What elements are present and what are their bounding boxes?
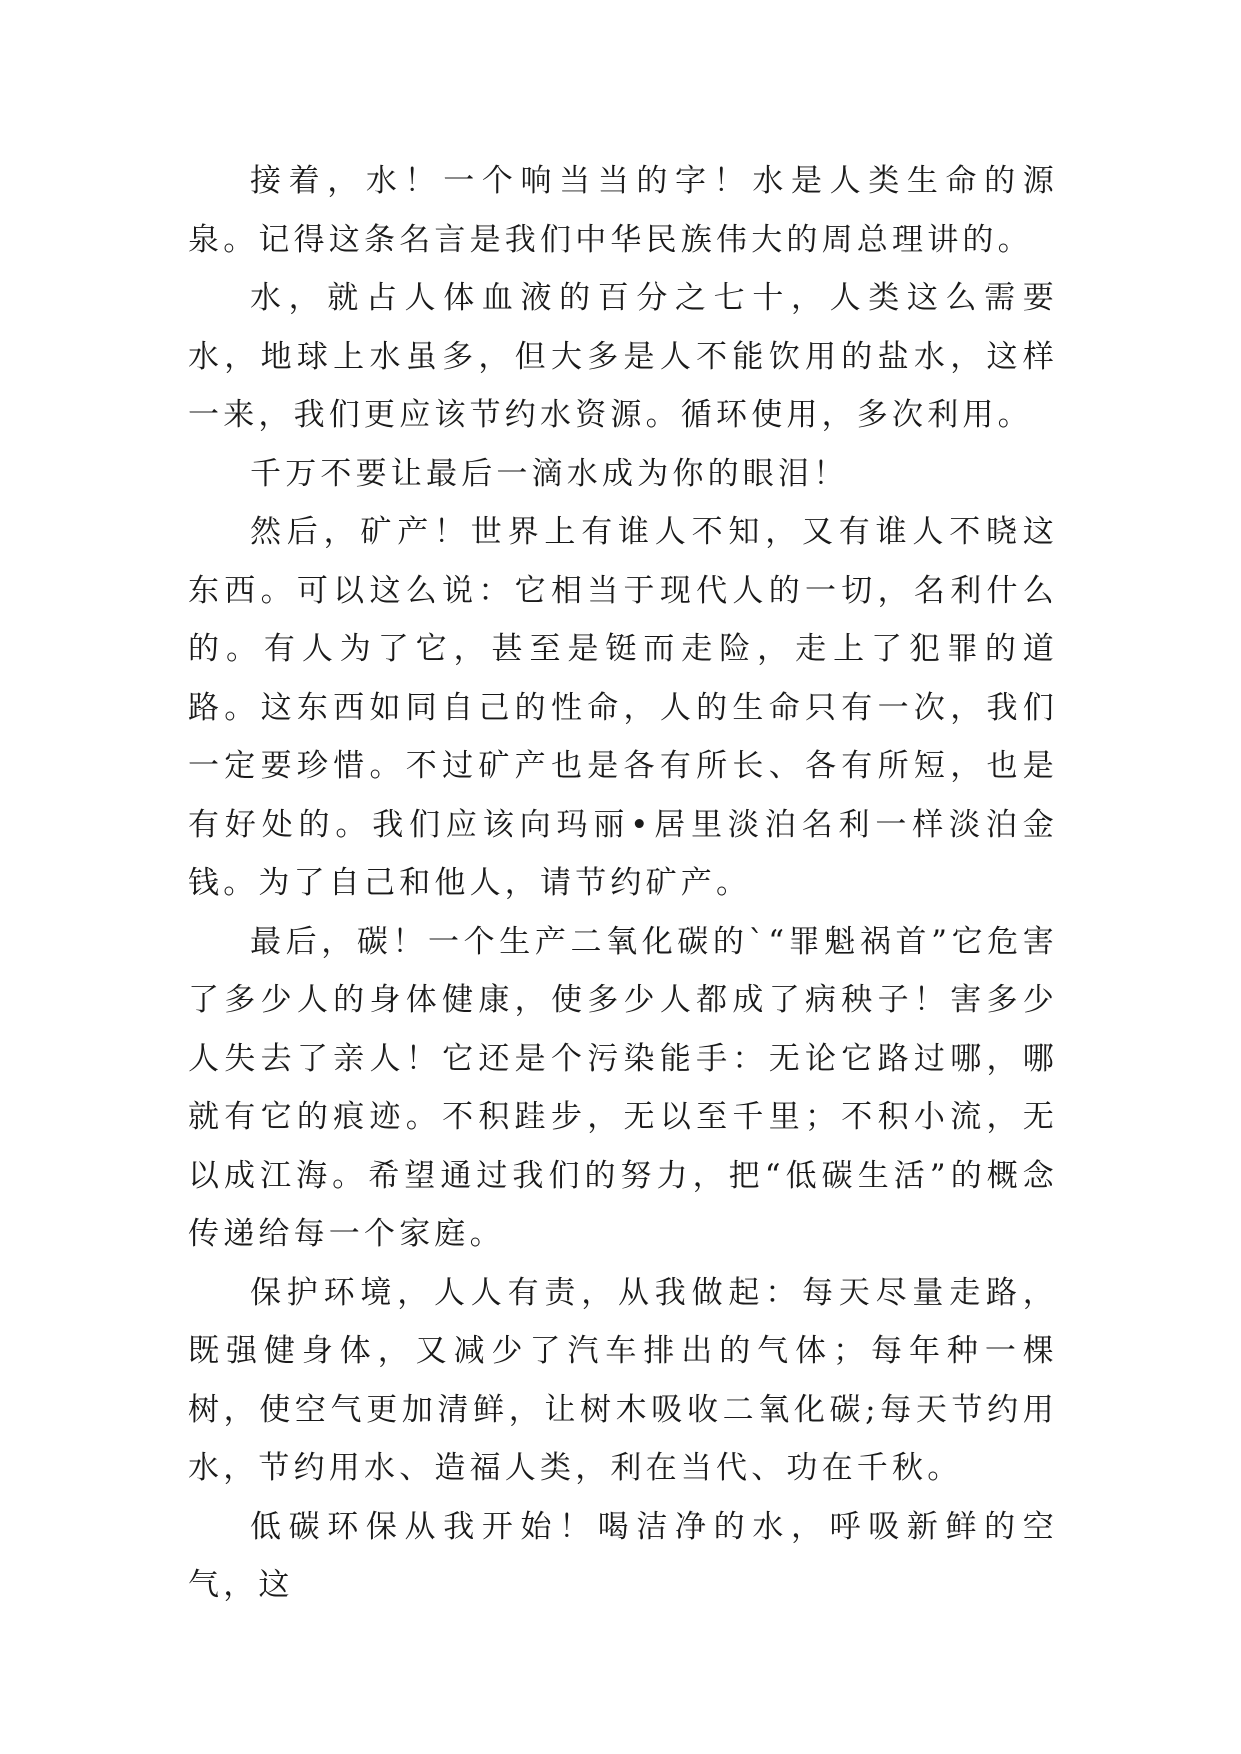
paragraph-water-intro: 接着，水！一个响当当的字！水是人类生命的源泉。记得这条名言是我们中华民族伟大的周总理讲的。 — [188, 163, 1058, 258]
paragraph-water-tears: 千万不要让最后一滴水成为你的眼泪！ — [250, 455, 849, 492]
paragraph-low-carbon: 低碳环保从我开始！喝洁净的水，呼吸新鲜的空气，这 — [188, 1508, 1058, 1603]
paragraph-carbon: 最后，碳！一个生产二氧化碳的`“罪魁祸首”它危害了多少人的身体健康，使多少人都成了病秧子！害多少人失去了亲人！它还是个污染能手：无论它路过哪，哪就有它的痕迹。不积跬步，无以至千里；不积小流，无以成江海。希望通过我们的努力，把“低碳生活”的概念传递给每一个家庭。 — [188, 923, 1058, 1252]
paragraph-protect-environment: 保护环境，人人有责，从我做起：每天尽量走路，既强健身体，又减少了汽车排出的气体；每年种一棵树，使空气更加清鲜，让树木吸收二氧化碳;每天节约用水，节约用水、造福人类，利在当代、功在千秋。 — [188, 1274, 1058, 1486]
paragraph-minerals: 然后，矿产！世界上有谁人不知，又有谁人不晓这东西。可以这么说：它相当于现代人的一切，名利什么的。有人为了它，甚至是铤而走险，走上了犯罪的道路。这东西如同自己的性命，人的生命只有一次，我们一定要珍惜。不过矿产也是各有所长、各有所短，也是有好处的。我们应该向玛丽•居里淡泊名利一样淡泊金钱。为了自己和他人，请节约矿产。 — [188, 514, 1058, 901]
paragraph-water-saving: 水，就占人体血液的百分之七十，人类这么需要水，地球上水虽多，但大多是人不能饮用的盐水，这样一来，我们更应该节约水资源。循环使用，多次利用。 — [188, 280, 1058, 433]
document-body — [188, 152, 1058, 1615]
